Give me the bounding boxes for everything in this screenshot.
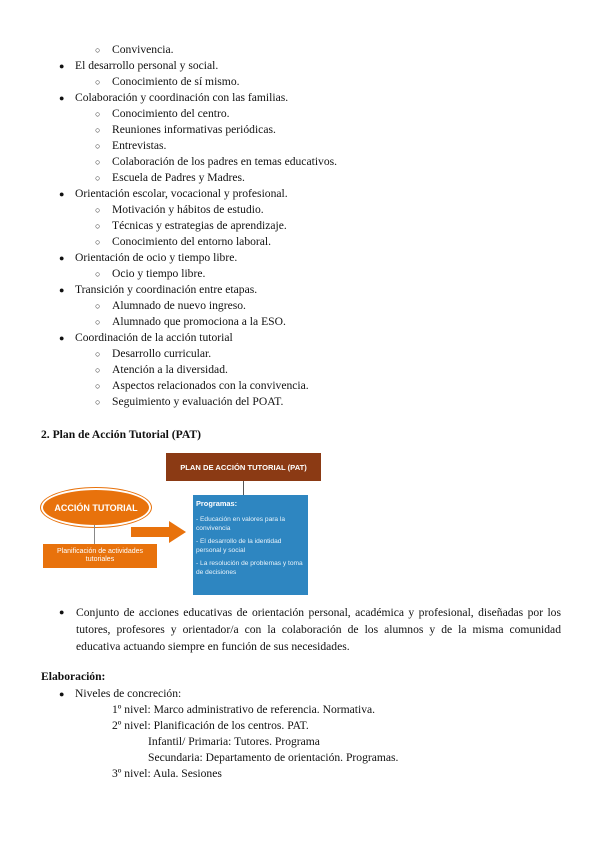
list-item: Conocimiento de sí mismo. <box>112 75 240 88</box>
bullet-circle: ○ <box>95 397 101 407</box>
program-item: - La resolución de problemas y toma de decisiones <box>196 560 303 576</box>
bullet-circle: ○ <box>95 141 101 151</box>
elaboracion-heading: Elaboración: <box>41 670 106 683</box>
bullet-circle: ○ <box>95 317 101 327</box>
list-item: Conocimiento del entorno laboral. <box>112 235 272 248</box>
list-item: Coordinación de la acción tutorial <box>75 331 233 344</box>
accion-tutorial-oval: ACCIÓN TUTORIAL <box>41 488 151 527</box>
program-item: - Educación en valores para la convivencia <box>196 516 286 532</box>
level-line: 3º nivel: Aula. Sesiones <box>112 767 222 780</box>
bullet-dot: ● <box>59 189 65 199</box>
pat-title-box: PLAN DE ACCIÓN TUTORIAL (PAT) <box>166 453 321 481</box>
bullet-circle: ○ <box>95 365 101 375</box>
level-subline: Infantil/ Primaria: Tutores. Programa <box>148 735 320 748</box>
bullet-circle: ○ <box>95 381 101 391</box>
list-item: Alumnado de nuevo ingreso. <box>112 299 246 312</box>
bullet-circle: ○ <box>95 205 101 215</box>
bullet-dot: ● <box>59 253 65 263</box>
connector-line <box>243 481 244 495</box>
bullet-circle: ○ <box>95 301 101 311</box>
list-item: Desarrollo curricular. <box>112 347 212 360</box>
program-item: - El desarrollo de la identidad personal y social <box>196 538 282 554</box>
planning-box: Planificación de actividades tutoriales <box>43 544 157 568</box>
niveles-bullet: Niveles de concreción: <box>75 687 182 700</box>
bullet-circle: ○ <box>95 157 101 167</box>
level-line: 1º nivel: Marco administrativo de referencia. Normativa. <box>112 703 376 716</box>
list-item: Transición y coordinación entre etapas. <box>75 283 258 296</box>
bullet-circle: ○ <box>95 221 101 231</box>
programs-box <box>193 495 308 595</box>
bullet-circle: ○ <box>95 173 101 183</box>
list-item: Seguimiento y evaluación del POAT. <box>112 395 284 408</box>
list-item: Atención a la diversidad. <box>112 363 228 376</box>
bullet-dot: ● <box>59 93 65 103</box>
list-item: Ocio y tiempo libre. <box>112 267 206 280</box>
list-item: Entrevistas. <box>112 139 167 152</box>
bullet-circle: ○ <box>95 45 101 55</box>
bullet-circle: ○ <box>95 77 101 87</box>
bullet-circle: ○ <box>95 109 101 119</box>
pat-definition-paragraph: Conjunto de acciones educativas de orientación personal, académica y profesional, diseñadas por los tutores, profesores y orientador/a con la colaboración de los alumnos y de la misma comunidad educativa actuando siempre en función de sus necesidades. <box>76 606 561 653</box>
list-item: Aspectos relacionados con la convivencia. <box>112 379 309 392</box>
list-item: Motivación y hábitos de estudio. <box>112 203 264 216</box>
list-item: Escuela de Padres y Madres. <box>112 171 245 184</box>
bullet-dot: ● <box>59 61 65 71</box>
right-arrow-icon <box>131 520 187 544</box>
list-item: Orientación escolar, vocacional y profesional. <box>75 187 288 200</box>
oval-connector <box>94 525 95 544</box>
list-item: Conocimiento del centro. <box>112 107 230 120</box>
list-item: Colaboración y coordinación con las familias. <box>75 91 289 104</box>
list-item: Técnicas y estrategias de aprendizaje. <box>112 219 287 232</box>
list-item: Reuniones informativas periódicas. <box>112 123 276 136</box>
bullet-dot: ● <box>59 689 65 699</box>
list-item: Alumnado que promociona a la ESO. <box>112 315 286 328</box>
level-subline: Secundaria: Departamento de orientación. Programas. <box>148 751 399 764</box>
bullet-circle: ○ <box>95 349 101 359</box>
list-item: Colaboración de los padres en temas educativos. <box>112 155 338 168</box>
bullet-circle: ○ <box>95 269 101 279</box>
bullet-circle: ○ <box>95 237 101 247</box>
bullet-dot: ● <box>59 607 65 617</box>
bullet-circle: ○ <box>95 125 101 135</box>
programs-title: Programas: <box>196 499 238 508</box>
bullet-dot: ● <box>59 285 65 295</box>
section-heading: 2. Plan de Acción Tutorial (PAT) <box>41 428 201 441</box>
level-line: 2º nivel: Planificación de los centros. PAT. <box>112 719 309 732</box>
list-item: Convivencia. <box>112 43 174 56</box>
bullet-dot: ● <box>59 333 65 343</box>
list-item: El desarrollo personal y social. <box>75 59 219 72</box>
list-item: Orientación de ocio y tiempo libre. <box>75 251 238 264</box>
